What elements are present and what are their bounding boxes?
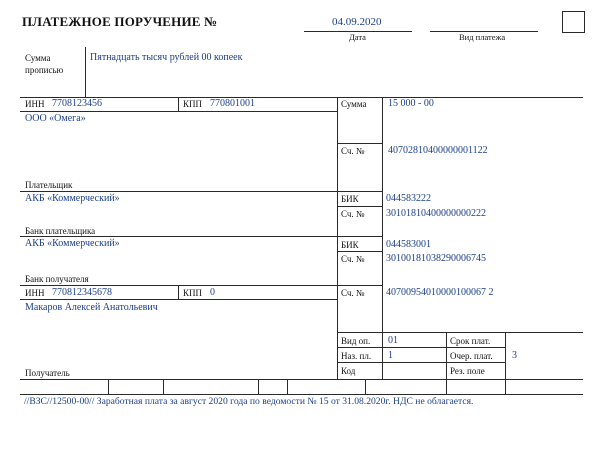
grid-vline-payee-kpp — [178, 285, 179, 299]
grid-vline-codes-right — [505, 332, 506, 379]
payer-inn-value: 7708123456 — [52, 98, 102, 109]
payer-bank-bik-value: 044583222 — [386, 193, 431, 204]
payee-account-label: Сч. № — [341, 288, 365, 298]
payer-role-label: Плательщик — [25, 180, 73, 190]
payer-account-label: Сч. № — [341, 146, 365, 156]
grid-line-payee-bik — [337, 251, 383, 252]
grid-vline-codes-mid — [446, 332, 447, 379]
amount-words-label: Сумма прописью — [25, 53, 64, 75]
grid-vline-left-section — [337, 97, 338, 379]
vid-op-label: Вид оп. — [341, 336, 371, 346]
payment-type-label: Вид платежа — [459, 32, 506, 42]
grid-line-bottom-1 — [20, 379, 583, 380]
sum-label: Сумма — [341, 99, 367, 109]
grid-line-top — [20, 97, 583, 98]
rez-label: Рез. поле — [450, 366, 485, 376]
naz-pl-value: 1 — [388, 350, 393, 361]
bottom-cell-div-1 — [108, 379, 109, 394]
date-value: 04.09.2020 — [332, 16, 382, 28]
sum-value: 15 000 - 00 — [388, 98, 434, 109]
grid-vline-label-col — [382, 97, 383, 379]
payee-bank-name: АКБ «Коммерческий» — [25, 238, 120, 249]
payer-bank-corr-value: 30101810400000000222 — [386, 208, 486, 219]
grid-line-payee-inn-row — [20, 299, 337, 300]
payment-purpose: //ВЗС//12500-00// Заработная плата за август 2020 года по ведомости № 15 от 31.08.2020г. НДС не облагается. — [24, 396, 474, 407]
payee-bank-corr-label: Сч. № — [341, 254, 365, 264]
payer-inn-label: ИНН — [25, 99, 45, 109]
payee-role-label: Получатель — [25, 368, 70, 378]
kod-label: Код — [341, 366, 356, 376]
payer-kpp-value: 770801001 — [210, 98, 255, 109]
ocher-label: Очер. плат. — [450, 351, 493, 361]
payee-kpp-label: КПП — [183, 288, 203, 298]
ocher-value: 3 — [512, 350, 517, 361]
payee-account-value: 40700954010000100067 2 — [386, 287, 494, 298]
payer-bank-role-label: Банк плательщика — [25, 226, 96, 236]
grid-line-payer-bottom — [20, 191, 383, 192]
bottom-cell-div-2 — [163, 379, 164, 394]
payer-bank-corr-label: Сч. № — [341, 209, 365, 219]
grid-line-payer-bik — [337, 206, 383, 207]
form-code-box — [562, 11, 585, 33]
document-title: ПЛАТЕЖНОЕ ПОРУЧЕНИЕ № — [22, 14, 218, 29]
srok-label: Срок плат. — [450, 336, 491, 346]
payee-kpp-value: 0 — [210, 287, 215, 298]
amount-words-divider — [85, 47, 86, 97]
naz-pl-label: Наз. пл. — [341, 351, 372, 361]
payer-bank-name: АКБ «Коммерческий» — [25, 193, 120, 204]
payer-account-value: 40702810400000001122 — [388, 145, 488, 156]
grid-line-codes-mid2 — [337, 362, 505, 363]
grid-line-payee-bank-bottom — [20, 285, 383, 286]
payee-inn-value: 770812345678 — [52, 287, 112, 298]
grid-line-codes-mid1 — [337, 347, 505, 348]
payer-kpp-label: КПП — [183, 99, 203, 109]
grid-line-sum-bottom — [337, 143, 383, 144]
bottom-cell-div-7 — [505, 379, 506, 394]
vid-op-value: 01 — [388, 335, 398, 346]
grid-line-payer-bank-bottom — [20, 236, 383, 237]
payee-bank-bik-label: БИК — [341, 240, 359, 250]
payee-name: Макаров Алексей Анатольевич — [25, 302, 158, 313]
grid-line-bottom-2 — [20, 394, 583, 395]
bottom-cell-div-4 — [287, 379, 288, 394]
bottom-cell-div-6 — [446, 379, 447, 394]
grid-line-inn-row — [20, 111, 337, 112]
payer-bank-bik-label: БИК — [341, 194, 359, 204]
bottom-cell-div-3 — [258, 379, 259, 394]
grid-vline-payer-kpp — [178, 97, 179, 111]
amount-words-value: Пятнадцать тысяч рублей 00 копеек — [90, 52, 243, 63]
bottom-cell-div-5 — [365, 379, 366, 394]
payer-name: ООО «Омега» — [25, 113, 86, 124]
payee-bank-bik-value: 044583001 — [386, 239, 431, 250]
grid-line-codes-top — [337, 332, 583, 333]
payee-bank-corr-value: 30100181038290006745 — [386, 253, 486, 264]
date-label: Дата — [349, 32, 366, 42]
payee-inn-label: ИНН — [25, 288, 45, 298]
payee-bank-role-label: Банк получателя — [25, 274, 89, 284]
